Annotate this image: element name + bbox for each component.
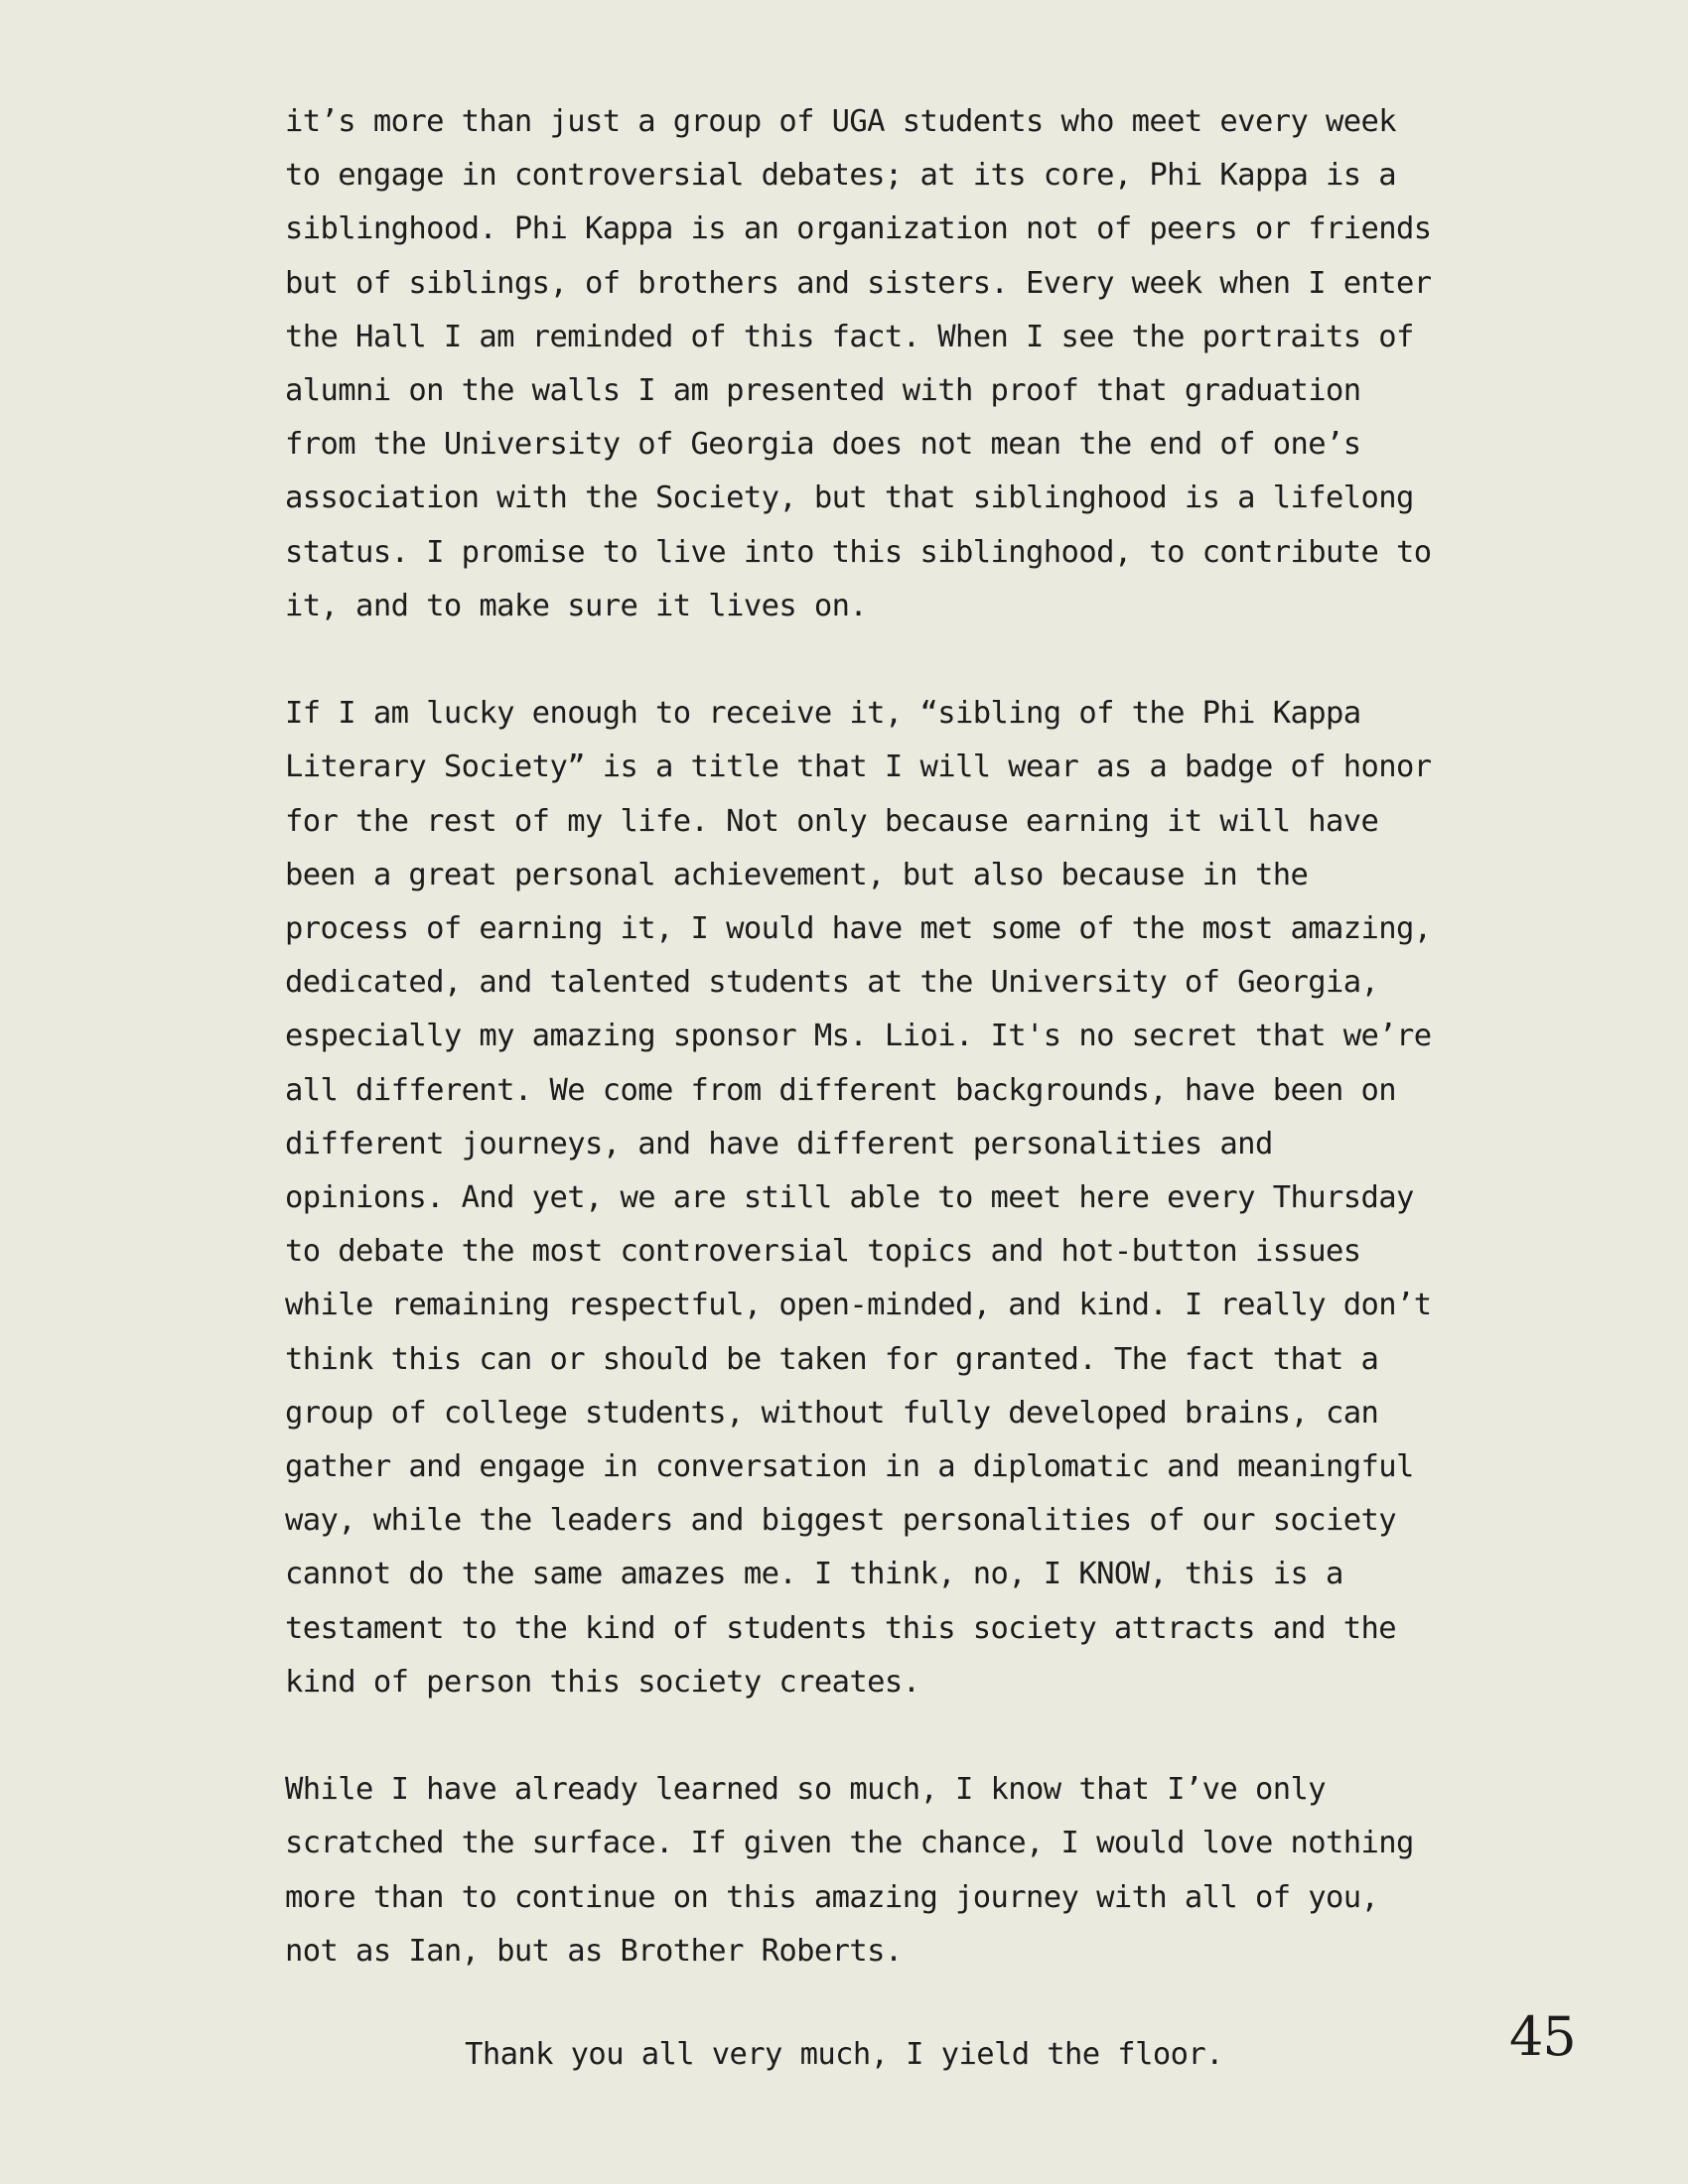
paragraph-2 bbox=[285, 687, 1432, 1709]
text-line: it, and to make sure it lives on. bbox=[285, 588, 868, 623]
text-line: gather and engage in conversation in a diplomatic and meaningful bbox=[285, 1449, 1414, 1485]
text-line: opinions. And yet, we are still able to meet here every Thursday bbox=[285, 1180, 1414, 1216]
text-line: from the University of Georgia does not mean the end of one’s bbox=[285, 427, 1361, 463]
text-line: not as Ian, but as Brother Roberts. bbox=[285, 1933, 903, 1969]
text-line: testament to the kind of students this society attracts and the bbox=[285, 1610, 1397, 1646]
page-number: 45 bbox=[1509, 2005, 1576, 2068]
text-line: been a great personal achievement, but also because in the bbox=[285, 857, 1309, 892]
text-line: Literary Society” is a title that I will wear as a badge of honor bbox=[285, 750, 1432, 785]
body-text bbox=[285, 95, 1432, 1979]
text-line: cannot do the same amazes me. I think, no, I KNOW, this is a bbox=[285, 1557, 1343, 1592]
text-line: to debate the most controversial topics and hot-button issues bbox=[285, 1234, 1361, 1270]
paragraph-1 bbox=[285, 95, 1432, 633]
text-line: while remaining respectful, open-minded, and kind. I really don’t bbox=[285, 1288, 1432, 1323]
text-line: association with the Society, but that siblinghood is a lifelong bbox=[285, 480, 1414, 516]
text-line: kind of person this society creates. bbox=[285, 1664, 920, 1700]
text-line: it’s more than just a group of UGA students who meet every week bbox=[285, 104, 1397, 139]
text-line: scratched the surface. If given the chance, I would love nothing bbox=[285, 1826, 1414, 1861]
text-line: all different. We come from different backgrounds, have been on bbox=[285, 1072, 1397, 1108]
text-line: for the rest of my life. Not only because earning it will have bbox=[285, 803, 1379, 839]
text-line: different journeys, and have different personalities and bbox=[285, 1126, 1273, 1161]
text-line: If I am lucky enough to receive it, “sibling of the Phi Kappa bbox=[285, 696, 1361, 732]
text-line: status. I promise to live into this siblinghood, to contribute to bbox=[285, 534, 1432, 570]
text-line: dedicated, and talented students at the University of Georgia, bbox=[285, 965, 1379, 1001]
text-line: alumni on the walls I am presented with proof that graduation bbox=[285, 373, 1361, 409]
text-line: but of siblings, of brothers and sisters. Every week when I enter bbox=[285, 265, 1432, 301]
closing-line: Thank you all very much, I yield the floor. bbox=[465, 2037, 1223, 2072]
paragraph-3 bbox=[285, 1763, 1427, 1979]
text-line: think this can or should be taken for granted. The fact that a bbox=[285, 1341, 1379, 1377]
text-line: While I have already learned so much, I know that I’ve only bbox=[285, 1772, 1326, 1808]
text-line: especially my amazing sponsor Ms. Lioi. It's no secret that we’re bbox=[285, 1019, 1432, 1054]
text-line: more than to continue on this amazing journey with all of you, bbox=[285, 1879, 1379, 1915]
text-line: to engage in controversial debates; at its core, Phi Kappa is a bbox=[285, 158, 1397, 194]
text-line: the Hall I am reminded of this fact. When I see the portraits of bbox=[285, 319, 1414, 354]
text-line: process of earning it, I would have met some of the most amazing, bbox=[285, 911, 1432, 947]
text-line: group of college students, without fully developed brains, can bbox=[285, 1395, 1379, 1431]
text-line: siblinghood. Phi Kappa is an organization not of peers or friends bbox=[285, 211, 1432, 247]
text-line: way, while the leaders and biggest personalities of our society bbox=[285, 1503, 1397, 1539]
